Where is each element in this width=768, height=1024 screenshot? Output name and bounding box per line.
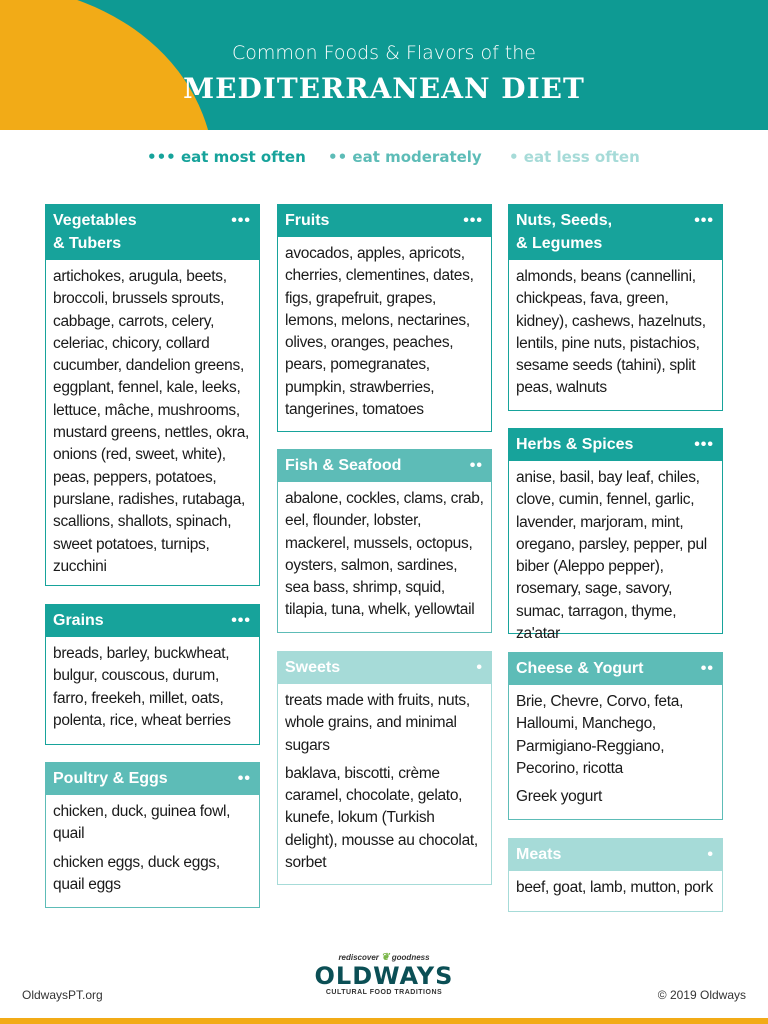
fruits-card [277, 204, 492, 432]
oldways-logo [300, 952, 468, 996]
meats-items [509, 871, 722, 905]
fish-seafood-card [277, 449, 492, 633]
cheese-yogurt-items [509, 685, 722, 814]
poultry-eggs-card [45, 762, 260, 908]
herbs-spices-card [508, 428, 723, 643]
herbs-spices-card-header [509, 429, 722, 461]
vegetables-items [46, 260, 259, 584]
leaf-icon: ❦ [381, 952, 390, 963]
website-link[interactable]: OldwaysPT.org [22, 988, 103, 1002]
header-banner [0, 0, 768, 130]
logo-name: OLDWAYS [314, 962, 454, 990]
grains-items [46, 637, 259, 738]
meats-list: beef, goat, lamb, mutton, pork [516, 879, 713, 896]
sweets-card [277, 651, 492, 885]
fruits-list: avocados, apples, apricots, cherries, clementines, dates, figs, grapefruit, grapes, lemons, melons, nectarines, olives, oranges, peaches, pears, pomegranates, pumpkin, strawberries, tangerines, tomatoes [285, 245, 474, 419]
herbs-spices-items [509, 461, 722, 651]
grains-title: Grains [53, 612, 104, 629]
cheese-yogurt-card [508, 652, 723, 820]
meats-card [508, 838, 723, 912]
herbs-spices-title: Herbs & Spices [516, 436, 634, 453]
nuts-title-line2: & Legumes [516, 235, 603, 252]
page-title: MEDITERRANEAN DIET [183, 72, 585, 105]
sweets-card-header [278, 652, 491, 684]
frequency-dots: ••• [231, 612, 251, 629]
meats-card-header [509, 839, 722, 871]
vegetables-card-header [46, 205, 259, 260]
grains-list: breads, barley, buckwheat, bulgur, couscous, durum, farro, freekeh, millet, oats, polenta, rice, wheat berries [53, 645, 231, 729]
page-subtitle: Common Foods & Flavors of the [232, 42, 536, 64]
vegetables-title-line2: & Tubers [53, 235, 122, 252]
nuts-seeds-legumes-card [508, 204, 723, 411]
herbs-spices-list: anise, basil, bay leaf, chiles, clove, cumin, fennel, garlic, lavender, marjoram, mint, oregano, parsley, pepper, pul biber (Aleppo pepper), rosemary, sage, savory, sumac, tarragon, thyme, za'atar [516, 469, 707, 643]
vegetables-list: artichokes, arugula, beets, broccoli, brussels sprouts, cabbage, carrots, celery, celeriac, chicory, collard cucumber, dandelion greens, eggplant, fennel, kale, leeks, lettuce, mâche, mushrooms, mustard greens, nettles, okra, onions (red, sweet, white), peas, peppers, potatoes, purslane, radishes, rutabaga, scallions, shallots, spinach, sweet potatoes, turnips, zucchini [53, 268, 250, 575]
nuts-title-line1: Nuts, Seeds, [516, 212, 613, 229]
fruits-title: Fruits [285, 212, 330, 229]
sweets-description: treats made with fruits, nuts, whole grains, and minimal sugars [285, 692, 470, 754]
poultry-list: chicken, duck, guinea fowl, quail [53, 803, 231, 843]
frequency-dots: • [707, 846, 714, 863]
vegetables-title-line1: Vegetables [53, 212, 137, 229]
fruits-card-header [278, 205, 491, 237]
nuts-seeds-legumes-items [509, 260, 722, 406]
nuts-seeds-legumes-card-header [509, 205, 722, 260]
sweets-title: Sweets [285, 659, 341, 676]
frequency-dots: ••• [463, 212, 483, 229]
gold-swoosh-decoration [0, 0, 213, 130]
frequency-dots: •• [700, 660, 714, 677]
meats-title: Meats [516, 846, 562, 863]
poultry-eggs-card-header [46, 763, 259, 795]
frequency-dots: • [476, 659, 483, 676]
nuts-seeds-legumes-list: almonds, beans (cannellini, chickpeas, fava, green, kidney), cashews, hazelnuts, lentils, pine nuts, pistachios, sesame seeds (tahini), split peas, walnuts [516, 268, 706, 397]
bottom-gold-bar [0, 1018, 768, 1024]
copyright: © 2019 Oldways [657, 988, 746, 1002]
logo-tag-left: rediscover [338, 953, 379, 962]
sweets-list: baklava, biscotti, crème caramel, chocolate, gelato, kunefe, lokum (Turkish delight), mousse au chocolat, sorbet [285, 764, 478, 872]
frequency-dots: ••• [694, 436, 714, 453]
grains-card [45, 604, 260, 745]
cheese-yogurt-card-header [509, 653, 722, 685]
eggs-list: chicken eggs, duck eggs, quail eggs [53, 853, 220, 893]
sweets-items [278, 684, 491, 880]
poultry-eggs-items [46, 795, 259, 902]
logo-subtitle: CULTURAL FOOD TRADITIONS [325, 989, 443, 996]
legend-eat-moderately: •• eat moderately [328, 148, 482, 166]
frequency-dots: •• [237, 770, 251, 787]
logo-tag-right: goodness [391, 953, 430, 962]
legend-eat-less-often: • eat less often [509, 148, 640, 166]
poultry-eggs-title: Poultry & Eggs [53, 770, 168, 787]
cheese-list: Brie, Chevre, Corvo, feta, Halloumi, Manchego, Parmigiano-Reggiano, Pecorino, ricotta [516, 693, 684, 777]
frequency-dots: •• [469, 457, 483, 474]
grains-card-header [46, 605, 259, 637]
vegetables-card [45, 204, 260, 586]
legend-eat-most-often: ••• eat most often [147, 148, 306, 166]
fish-seafood-list: abalone, cockles, clams, crab, eel, flounder, lobster, mackerel, mussels, octopus, oysters, salmon, sardines, sea bass, shrimp, squid, tilapia, tuna, whelk, yellowtail [285, 490, 484, 619]
fish-seafood-title: Fish & Seafood [285, 457, 402, 474]
fish-seafood-card-header [278, 450, 491, 482]
cheese-yogurt-title: Cheese & Yogurt [516, 660, 644, 677]
fish-seafood-items [278, 482, 491, 628]
yogurt-list: Greek yogurt [516, 788, 602, 806]
frequency-dots: ••• [694, 212, 714, 229]
frequency-dots: ••• [231, 212, 251, 229]
fruits-items [278, 237, 491, 427]
